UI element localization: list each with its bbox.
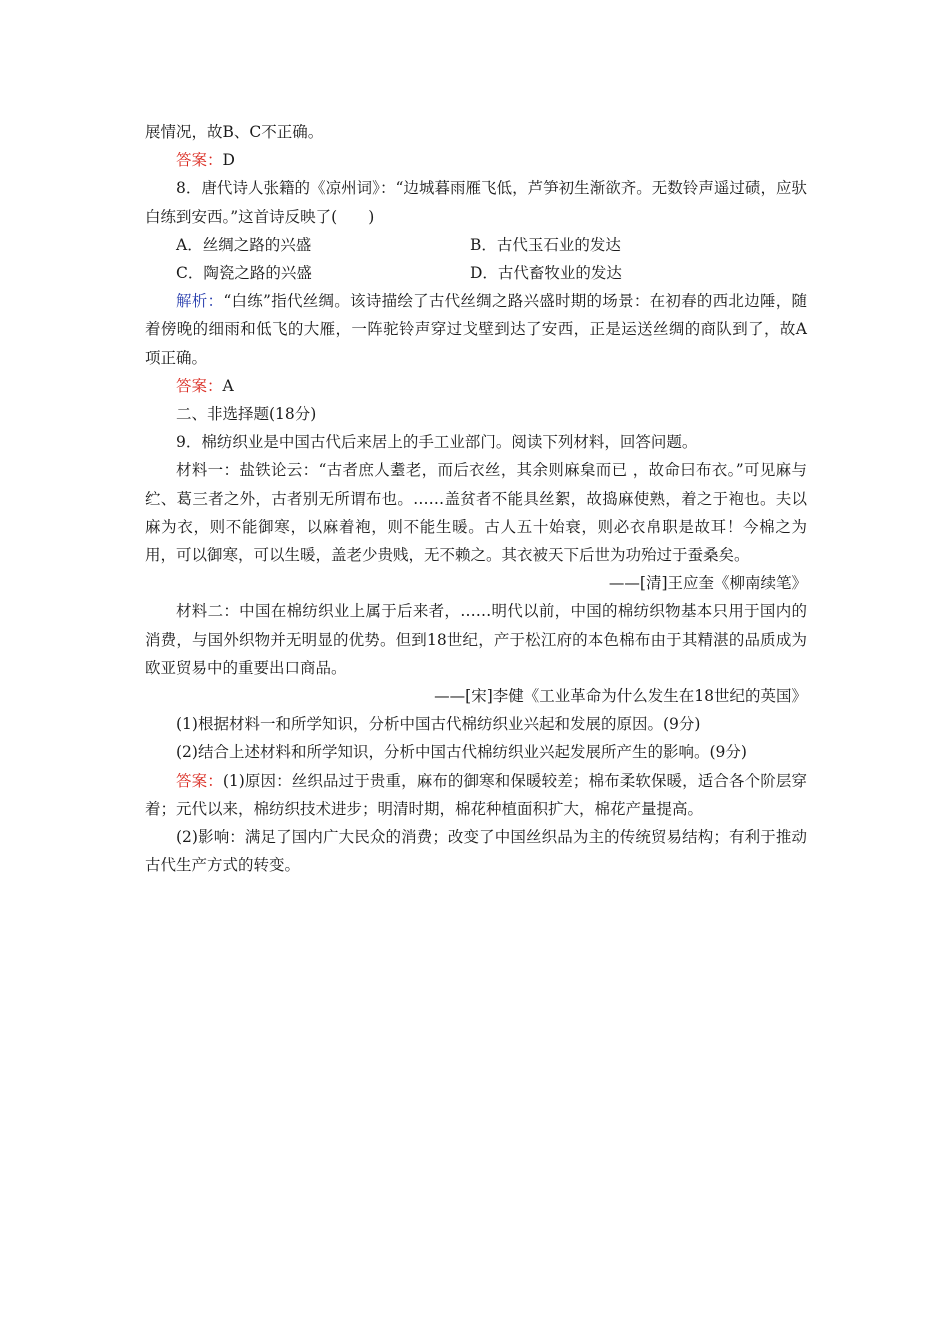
analysis-label: 解析： (176, 292, 224, 311)
option-d: D．古代畜牧业的发达 (470, 264, 622, 283)
answer-9-part-1 (145, 767, 807, 823)
sub-question-2: (2)结合上述材料和所学知识，分析中国古代棉纺织业兴起发展所产生的影响。(9分) (176, 743, 747, 762)
answer-label: 答案： (176, 376, 223, 395)
answer-7 (145, 146, 807, 174)
analysis-text: “白练”指代丝绸。该诗描绘了古代丝绸之路兴盛时期的场景：在初春的西北边陲，随着傍晚的细雨和低飞的大雁，一阵驼铃声穿过戈壁到达了安西，正是运送丝绸的商队到了，故A项正确。 (145, 292, 807, 367)
document-page (145, 118, 807, 879)
material-1: 材料一：盐铁论云：“古者庶人耋老，而后衣丝，其余则麻枲而已 ，故命曰布衣。”可见麻与纻、葛三者之外，古者别无所谓布也。……盖贫者不能具丝絮，故捣麻使熟，着之于袍也。夫以麻为衣，则不能御寒，以麻着袍，则不能生暖。古人五十始衰，则必衣帛职是故耳！今棉之为用，可以御寒，可以生暖，盖老少贵贱，无不赖之。其衣被天下后世为功殆过于蚕桑矣。 (145, 461, 807, 565)
question-8-analysis (145, 287, 807, 372)
question-8-options (145, 231, 807, 287)
answer-text: (1)原因：丝织品过于贵重，麻布的御寒和保暖较差；棉布柔软保暖，适合各个阶层穿着；元代以来，棉纺织技术进步；明清时期，棉花种植面积扩大，棉花产量提高。 (145, 771, 807, 818)
answer-9-part-2: (2)影响：满足了国内广大民众的消费；改变了中国丝织品为主的传统贸易结构；有利于推动古代生产方式的转变。 (145, 828, 807, 875)
question-9: 9．棉纺织业是中国古代后来居上的手工业部门。阅读下列材料，回答问题。 (176, 433, 698, 452)
answer-8 (145, 372, 807, 400)
option-a: A．丝绸之路的兴盛 (176, 235, 312, 254)
answer-value: D (222, 151, 235, 170)
section-heading: 二、非选择题(18分) (176, 405, 317, 424)
option-b: B．古代玉石业的发达 (470, 235, 621, 254)
answer-label: 答案： (176, 771, 223, 790)
question-8: 8．唐代诗人张籍的《凉州词》：“边城暮雨雁飞低，芦笋初生渐欲齐。无数铃声遥过碛，应驮白练到安西。”这首诗反映了( ) (145, 179, 807, 226)
intro-line: 展情况，故B、C不正确。 (145, 123, 324, 141)
material-1-source: ——[清]王应奎《柳南续笔》 (608, 574, 807, 593)
sub-question-1: (1)根据材料一和所学知识，分析中国古代棉纺织业兴起和发展的原因。(9分) (176, 715, 701, 734)
option-c: C．陶瓷之路的兴盛 (176, 264, 312, 283)
material-2: 材料二：中国在棉纺织业上属于后来者，……明代以前，中国的棉纺织物基本只用于国内的消费，与国外织物并无明显的优势。但到18世纪，产于松江府的本色棉布由于其精湛的品质成为欧亚贸易中的重要出口商品。 (145, 602, 807, 677)
answer-label: 答案： (176, 151, 223, 170)
material-2-source: ——[宋]李健《工业革命为什么发生在18世纪的英国》 (434, 687, 807, 706)
answer-value: A (222, 376, 234, 395)
